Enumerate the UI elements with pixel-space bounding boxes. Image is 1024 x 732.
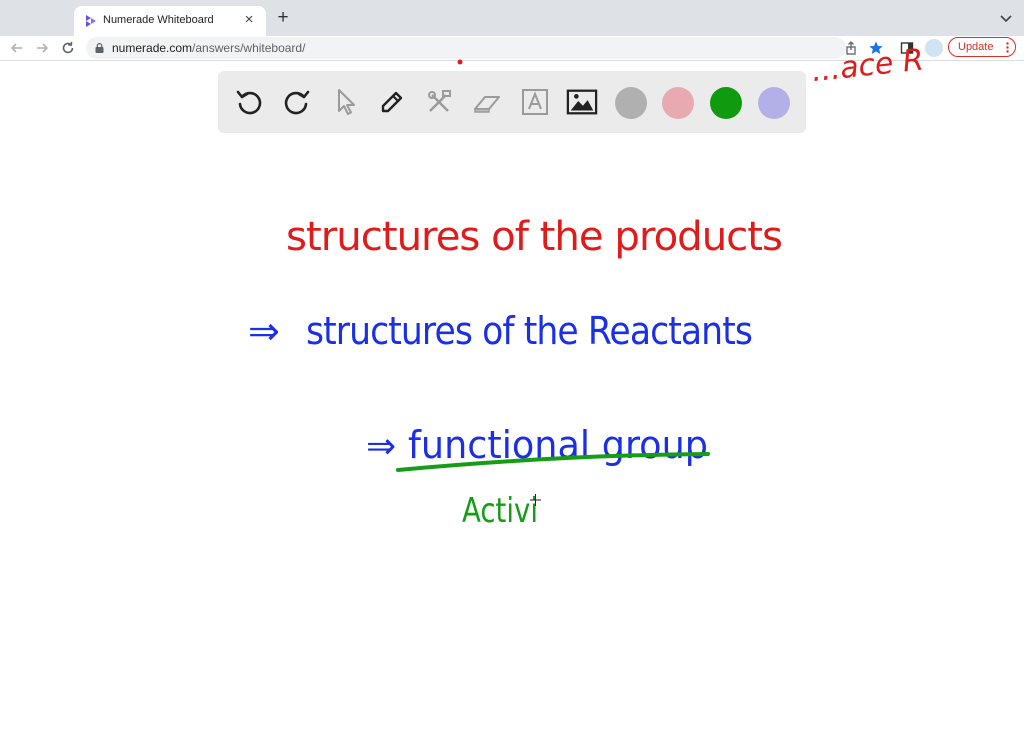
color-swatch-pink[interactable]	[662, 87, 694, 119]
undo-icon	[234, 87, 264, 117]
line3-arrow: ⇒	[366, 426, 397, 467]
image-button[interactable]	[566, 86, 598, 118]
eraser-icon	[471, 87, 503, 117]
pen-button[interactable]	[376, 86, 408, 118]
text-icon	[520, 87, 550, 117]
pen-icon	[377, 87, 407, 117]
whiteboard-toolbar	[218, 71, 806, 133]
line2-arrow: ⇒	[248, 309, 280, 353]
pointer-button[interactable]	[329, 86, 361, 118]
redo-icon	[282, 87, 312, 117]
line-structures-of-products: structures of the products	[286, 214, 782, 260]
text-button[interactable]	[519, 86, 551, 118]
color-swatch-green[interactable]	[710, 87, 742, 119]
line-activi: Activi	[462, 491, 538, 531]
line-functional-group: functional group	[408, 423, 708, 467]
red-dot-mark	[458, 60, 463, 65]
undo-button[interactable]	[233, 86, 265, 118]
partial-top-text: ...ace R	[809, 42, 926, 90]
new-tab-button[interactable]: +	[277, 7, 289, 28]
pointer-icon	[331, 87, 359, 117]
url-path: /answers/whiteboard/	[192, 41, 306, 55]
image-icon	[566, 87, 598, 117]
tab-close-icon[interactable]: ×	[244, 11, 254, 28]
redo-button[interactable]	[281, 86, 313, 118]
tools-icon	[424, 87, 454, 117]
eraser-button[interactable]	[471, 86, 503, 118]
tab-title: Numerade Whiteboard	[103, 14, 214, 26]
color-swatch-gray[interactable]	[615, 87, 647, 119]
update-label: Update	[958, 41, 994, 53]
tools-button[interactable]	[423, 86, 455, 118]
line-structures-of-reactants: structures of the Reactants	[306, 309, 752, 353]
url-domain: numerade.com	[112, 41, 193, 55]
color-swatch-lavender[interactable]	[758, 87, 790, 119]
